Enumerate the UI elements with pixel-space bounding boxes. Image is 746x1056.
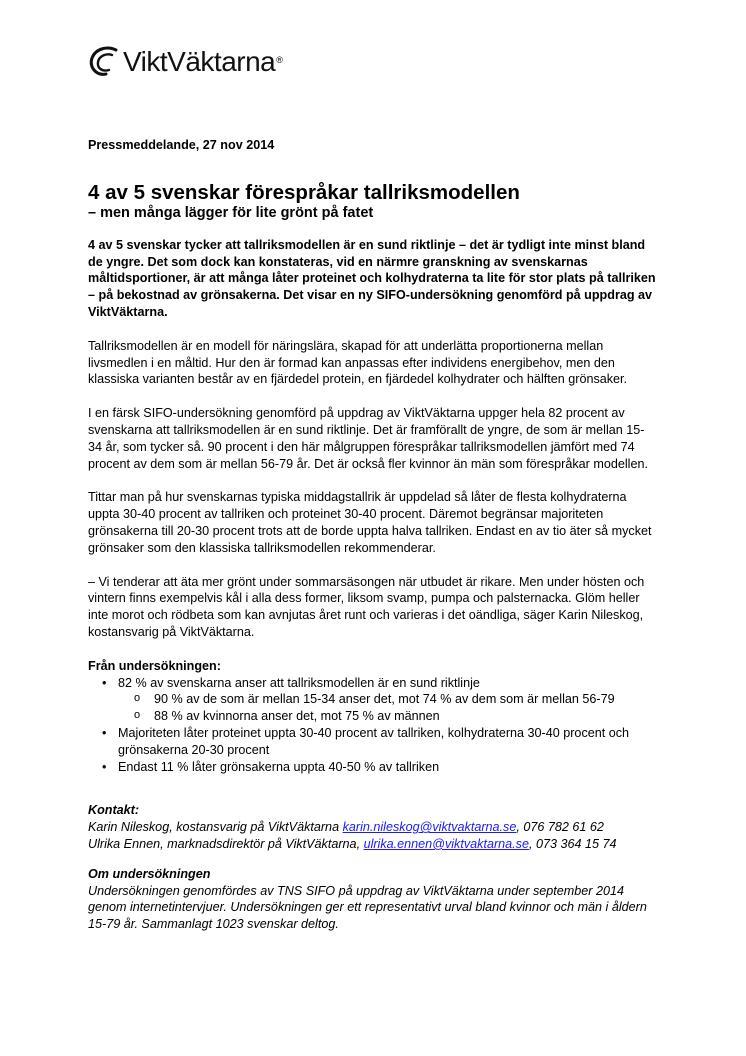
quote-paragraph: – Vi tenderar att äta mer grönt under sommarsäsongen när utbudet är rikare. Men under hösten och vintern finns exempelvis kål i alla dess former, liksom svamp, pumpa och palsternacka. Glöm heller inte morot och rödbeta som kan avnjutas året runt och varieras i det oändliga, säger Karin Nileskog, kostansvarig på ViktVäktarna. bbox=[88, 574, 645, 639]
contact-line bbox=[88, 836, 658, 853]
about-label: Om undersökningen bbox=[88, 866, 211, 881]
brand-name: ViktVäktarna bbox=[123, 46, 276, 77]
body-paragraph: Tittar man på hur svenskarnas typiska middagstallrik är uppdelad så låter de flesta kolhydraterna uppta 30-40 procent av tallriken och proteinet 30-40 procent. Däremot begränsar majoriteten grönsakerna till 20-30 procent trots att de borde uppta halva tallriken. Endast en av tio äter så mycket grönsaker som den klassiska tallriksmodellen rekommenderar. bbox=[88, 490, 652, 555]
findings-item: • Endast 11 % låter grönsakerna uppta 40-50 % av tallriken bbox=[88, 759, 658, 776]
brand-swirl-icon bbox=[88, 45, 122, 79]
contact-email-link[interactable]: ulrika.ennen@viktvaktarna.se bbox=[363, 836, 529, 851]
headline: 4 av 5 svenskar förespråkar tallriksmodellen bbox=[88, 180, 520, 204]
contact-line bbox=[88, 819, 658, 836]
contact-phone: , 073 364 15 74 bbox=[528, 836, 617, 851]
contact-phone: , 076 782 61 62 bbox=[516, 820, 604, 835]
dateline: Pressmeddelande, 27 nov 2014 bbox=[88, 138, 275, 152]
contact-email-link[interactable]: karin.nileskog@viktvaktarna.se bbox=[342, 820, 517, 835]
body-paragraph: I en färsk SIFO-undersökning genomförd på uppdrag av ViktVäktarna uppger hela 82 procent av svenskarna att tallriksmodellen är en sund riktlinje. Det är framförallt de yngre, de som är mellan 15-34 år, som tycker så. 90 procent i den här målgruppen förespråkar tallriksmodellen jämfört med 74 procent av dem som är mellan 56-79 år. Det är också fler kvinnor än män som förespråkar modellen. bbox=[88, 406, 648, 471]
body-paragraph: Tallriksmodellen är en modell för näringslära, skapad för att underlätta proportionerna mellan livsmedlen i en måltid. Hur den är formad kan anpassas efter individens energibehov, men den klassiska varianten består av en fjärdedel protein, en fjärdedel kolhydrater och hälften grönsaker. bbox=[88, 338, 628, 387]
lead-paragraph: 4 av 5 svenskar tycker att tallriksmodellen är en sund riktlinje – det är tydligt inte minst bland de yngre. Det som dock kan konstateras, vid en närmre granskning av svenskarnas måltidsportioner, är att många låter proteinet och kolhydraterna ta lite för stor plats på tallriken – på bekostnad av grönsakerna. Det visar en ny SIFO-undersökning genomförd på uppdrag av ViktVäktarna. bbox=[88, 237, 656, 319]
contact-person: Ulrika Ennen, marknadsdirektör på ViktVäktarna, bbox=[88, 836, 364, 851]
about-section bbox=[88, 866, 658, 933]
findings-item: • Majoriteten låter proteinet uppta 30-40 procent av tallriken, kolhydraterna 30-40 procent och grönsakerna 20-30 procent bbox=[88, 725, 658, 759]
findings-title: Från undersökningen: bbox=[88, 658, 221, 673]
findings-item-text: 82 % av svenskarna anser att tallriksmodellen är en sund riktlinje bbox=[118, 675, 480, 690]
findings-item bbox=[88, 675, 658, 725]
subheadline: – men många lägger för lite grönt på fatet bbox=[88, 204, 374, 221]
findings-sublist bbox=[118, 691, 658, 725]
about-text: Undersökningen genomfördes av TNS SIFO på uppdrag av ViktVäktarna under september 2014 genom internetintervjuer. Undersökningen ger ett representativt urval bland kvinnor och män i åldern 15-79 år. Sammanlagt 1023 svenskar deltog. bbox=[88, 883, 647, 932]
registered-mark: ® bbox=[276, 55, 283, 65]
findings-list bbox=[88, 675, 658, 776]
findings-section bbox=[88, 658, 658, 776]
press-release bbox=[88, 137, 658, 933]
brand-logo bbox=[88, 42, 283, 82]
contact-person: Karin Nileskog, kostansvarig på ViktVäktarna bbox=[88, 820, 343, 835]
contact-section bbox=[88, 802, 658, 852]
findings-subitem: o 88 % av kvinnorna anser det, mot 75 % av männen bbox=[118, 708, 658, 725]
contact-label: Kontakt: bbox=[88, 803, 140, 818]
findings-subitem: o 90 % av de som är mellan 15-34 anser det, mot 74 % av dem som är mellan 56-79 bbox=[118, 691, 658, 708]
